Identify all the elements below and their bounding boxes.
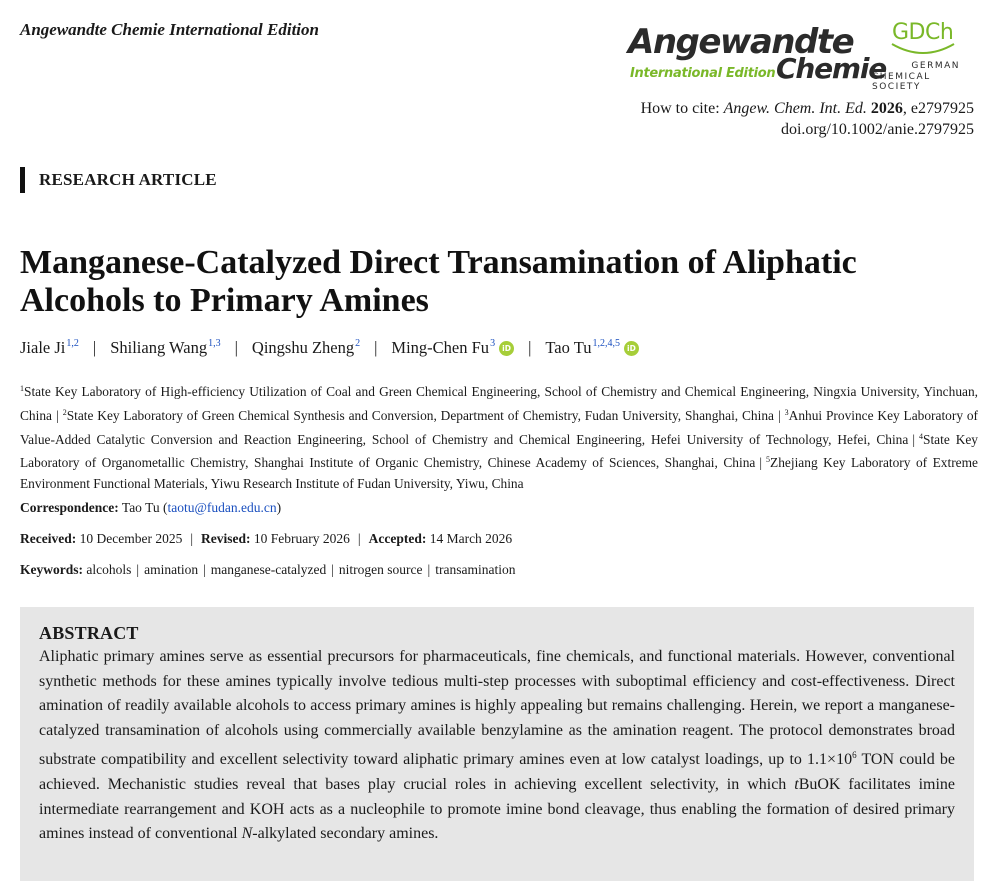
affiliation-separator: |	[777, 407, 781, 423]
author-affiliation-sup: 2	[355, 338, 361, 349]
logo-wordmark-angewandte: Angewandte	[628, 22, 854, 62]
affiliation-text: Zhejiang Key Laboratory of Extreme Environment Functional Materials, Yiwu Research Institute of Fudan University, Yiwu, China	[20, 455, 978, 492]
keyword[interactable]: manganese-catalyzed	[210, 562, 327, 577]
author-separator: |	[374, 338, 378, 357]
author-affiliation-sup: 1,2	[66, 338, 79, 349]
author-affiliation-sup: 3	[490, 338, 496, 349]
affiliation-text: State Key Laboratory of High-efficiency Utilization of Coal and Green Chemical Engineering, School of Chemistry and Chemical Engineering, Ningxia University, Yinchuan, China	[20, 384, 978, 423]
article-title: Manganese-Catalyzed Direct Transamination of Aliphatic Alcohols to Primary Amines	[20, 244, 857, 319]
abstract-box	[20, 607, 974, 881]
correspondence-line: Correspondence: Tao Tu (taotu@fudan.edu.cn)	[20, 500, 282, 515]
keyword[interactable]: nitrogen source	[338, 562, 423, 577]
author-name[interactable]: Qingshu Zheng$^2$	[251, 338, 361, 357]
affiliation-number: 1	[20, 384, 24, 393]
accepted-label: Accepted:	[368, 531, 427, 546]
society-logo[interactable]	[872, 20, 978, 92]
affiliations	[20, 379, 978, 495]
correspondence-email-link[interactable]: taotu@fudan.edu.cn	[167, 500, 277, 515]
affiliation-number: 5	[766, 455, 771, 465]
orcid-icon[interactable]: iD	[624, 341, 639, 356]
keywords-line	[20, 562, 515, 578]
logo-wordmark-chemie: Chemie	[776, 52, 887, 85]
keyword-separator: |	[331, 562, 334, 577]
society-name-line2: CHEMICAL SOCIETY	[872, 72, 931, 92]
affiliation-number: 4	[919, 431, 923, 441]
keyword[interactable]: amination	[144, 562, 199, 577]
author-name[interactable]: Shiliang Wang$^{1,3}$	[110, 338, 221, 357]
author-separator: |	[92, 338, 97, 357]
author-list	[20, 338, 639, 358]
keyword[interactable]: alcohols	[86, 562, 132, 577]
correspondence-name: Tao Tu	[121, 500, 160, 515]
affiliation-number: 3	[784, 407, 789, 417]
received-label: Received:	[20, 531, 77, 546]
affiliation-separator: |	[759, 455, 763, 471]
citation-journal: Angew. Chem. Int. Ed.	[723, 100, 867, 117]
author-name[interactable]: Tao Tu$^{1,2,4,5}$	[545, 338, 620, 357]
author-separator: |	[528, 338, 532, 357]
abstract-heading: ABSTRACT	[39, 623, 139, 643]
dates-line	[20, 531, 512, 547]
journal-logo[interactable]	[628, 22, 887, 85]
citation-line	[641, 98, 974, 119]
citation-year: 2026	[870, 100, 903, 117]
gdch-arc-icon	[890, 40, 956, 58]
orcid-icon[interactable]: iD	[499, 341, 514, 356]
author-separator: |	[234, 338, 238, 357]
article-type-label: RESEARCH ARTICLE	[20, 167, 217, 193]
affiliation-separator: |	[56, 407, 59, 423]
date-separator: |	[190, 531, 194, 546]
correspondence-label: Correspondence:	[20, 500, 119, 515]
logo-wordmark-international: International Edition	[630, 66, 776, 81]
affiliation-text: Anhui Province Key Laboratory of Value-Added Catalytic Conversion and Reaction Engineering, School of Chemistry and Chemical Engineering, Hefei University of Technology, Hefei, China	[20, 407, 979, 447]
keyword-separator: |	[427, 562, 431, 577]
gdch-mark: GDCh	[892, 20, 954, 45]
affiliation-separator: |	[912, 431, 915, 447]
journal-header: Angewandte Chemie International Edition	[20, 20, 319, 39]
doi-link[interactable]: doi.org/10.1002/anie.2797925	[780, 121, 974, 138]
keyword-separator: |	[203, 562, 206, 577]
author-name[interactable]: Ming-Chen Fu$^3$	[391, 338, 496, 357]
received-date: 10 December 2025	[79, 531, 183, 546]
keyword-separator: |	[136, 562, 140, 577]
citation-block	[641, 98, 974, 140]
society-name-line1: GERMAN	[911, 61, 960, 71]
affiliation-text: State Key Laboratory of Green Chemical Synthesis and Conversion, Department of Chemistry, Fudan University, Shanghai, China	[66, 407, 774, 423]
affiliation-number: 2	[62, 407, 67, 417]
citation-article-id: , e2797925	[902, 100, 974, 117]
author-name[interactable]: Jiale Ji$^{1,2}$	[20, 338, 79, 357]
accepted-date: 14 March 2026	[429, 531, 513, 546]
affiliation-text: State Key Laboratory of Organometallic Chemistry, Shanghai Institute of Organic Chemistry, Chinese Academy of Sciences, Shanghai, China	[20, 431, 978, 471]
author-affiliation-sup: 1,2,4,5	[592, 338, 620, 349]
abstract-text: Aliphatic primary amines serve as essential precursors for pharmaceuticals, fine chemicals, and functional materials. However, conventional synthetic methods for these amines typically involve tedious multi-step processes with suboptimal efficiency and cost-effectiveness. Direct amination of readily available alcohols to access primary amines is highly appealing but remains challenging. Herein, we report a manganese-catalyzed transamination of alcohols using commercially available benzylamine as the amination reagent. The protocol demonstrates broad substrate compatibility and excellent selectivity toward aliphatic primary amines even at low catalyst loadings, up to $1.1\times 10^6$ TON could be achieved. Mechanistic studies reveal that bases play crucial roles in achieving excellent selectivity, in which tBuOK facilitates imine intermediate rearrangement and KOH acts as a nucleophile to promote imine bond cleavage, thus enabling the formation of desired primary amines instead of conventional N-alkylated secondary amines.	[39, 648, 956, 843]
revised-label: Revised:	[201, 531, 251, 546]
revised-date: 10 February 2026	[253, 531, 350, 546]
author-affiliation-sup: 1,3	[208, 338, 221, 349]
date-separator: |	[357, 531, 361, 546]
citation-prefix: How to cite:	[640, 100, 720, 117]
keywords-label: Keywords:	[20, 562, 83, 577]
keyword[interactable]: transamination	[435, 562, 516, 577]
